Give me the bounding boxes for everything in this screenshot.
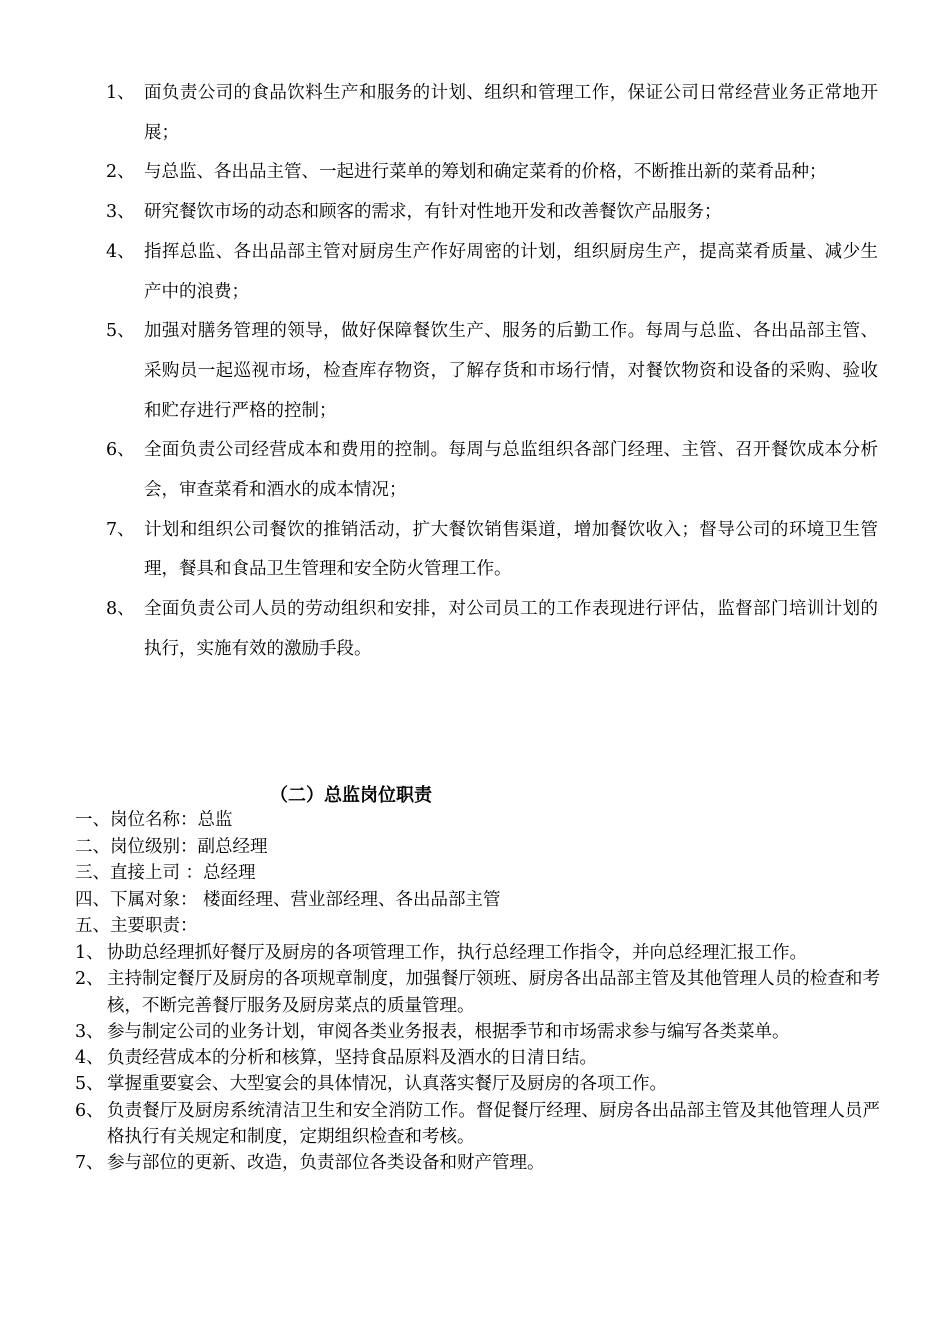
item-text: 指挥总监、各出品部主管对厨房生产作好周密的计划，组织厨房生产，提高菜肴质量、减少生产中的浪费；	[144, 241, 878, 302]
item-text: 掌握重要宴会、大型宴会的具体情况，认真落实餐厅及厨房的各项工作。	[107, 1074, 667, 1095]
item-number: 2、	[75, 969, 104, 990]
item-text: 面负责公司的食品饮料生产和服务的计划、组织和管理工作，保证公司日常经营业务正常地开展；	[144, 83, 878, 143]
item-text: 主持制定餐厅及厨房的各项规章制度，加强餐厅领班、厨房各出品部主管及其他管理人员的检查和考核，不断完善餐厅服务及厨房菜点的质量管理。	[107, 969, 880, 1016]
item-number: 5、	[75, 1074, 104, 1095]
item-number: 8、	[106, 599, 135, 620]
section-title: （二）总监岗位职责	[270, 785, 432, 806]
list-item	[75, 1019, 880, 1045]
list-item	[106, 590, 878, 669]
item-number: 4、	[106, 241, 135, 262]
list-item	[106, 193, 878, 233]
list-item	[106, 431, 878, 510]
item-number: 3、	[106, 202, 135, 223]
item-text: 研究餐饮市场的动态和顾客的需求，有针对性地开发和改善餐饮产品服务；	[144, 202, 722, 223]
item-number: 6、	[75, 1100, 104, 1121]
item-number: 1、	[106, 83, 135, 103]
info-line-position-name: 一、岗位名称：总监	[75, 810, 233, 830]
position-info	[75, 807, 880, 940]
list-item	[75, 966, 880, 1019]
item-number: 1、	[75, 943, 104, 963]
item-text: 参与制定公司的业务计划，审阅各类业务报表，根据季节和市场需求参与编写各类菜单。	[107, 1021, 790, 1042]
item-number: 7、	[106, 519, 135, 540]
list-item	[75, 1098, 880, 1151]
item-text: 计划和组织公司餐饮的推销活动，扩大餐饮销售渠道，增加餐饮收入；督导公司的环境卫生管理，餐具和食品卫生管理和安全防火管理工作。	[144, 519, 878, 580]
info-line-position-level: 二、岗位级别：副总经理	[75, 836, 268, 857]
item-number: 5、	[106, 321, 135, 342]
item-number: 6、	[106, 440, 135, 461]
list-item	[75, 940, 880, 966]
list-item	[75, 1071, 880, 1097]
info-line-subordinates: 四、下属对象： 楼面经理、营业部经理、各出品部主管	[75, 889, 501, 910]
item-text: 负责餐厅及厨房系统清洁卫生和安全消防工作。督促餐厅经理、厨房各出品部主管及其他管理人员严格执行有关规定和制度，定期组织检查和考核。	[107, 1100, 880, 1148]
item-text: 参与部位的更新、改造，负责部位各类设备和财产管理。	[107, 1153, 545, 1174]
item-number: 2、	[106, 162, 135, 183]
item-text: 全面负责公司经营成本和费用的控制。每周与总监组织各部门经理、主管、召开餐饮成本分析会，审查菜肴和酒水的成本情况；	[144, 440, 878, 501]
list-item	[106, 233, 878, 312]
info-line-main-duties: 五、主要职责：	[75, 916, 198, 937]
item-text: 全面负责公司人员的劳动组织和安排，对公司员工的工作表现进行评估，监督部门培训计划的执行，实施有效的激励手段。	[144, 599, 878, 659]
info-line-direct-supervisor: 三、直接上司 ：总经理	[75, 863, 256, 884]
item-number: 4、	[75, 1048, 104, 1069]
list-item	[106, 153, 878, 193]
list-item	[75, 1150, 880, 1176]
list-item	[106, 511, 878, 590]
list-item	[106, 312, 878, 431]
item-text: 协助总经理抓好餐厅及厨房的各项管理工作，执行总经理工作指令，并向总经理汇报工作。	[107, 943, 807, 963]
list-item	[75, 1045, 880, 1071]
item-text: 负责经营成本的分析和核算，坚持食品原料及酒水的日清日结。	[107, 1048, 597, 1069]
responsibilities-list	[106, 74, 878, 670]
duties-list	[75, 940, 880, 1177]
item-text: 加强对膳务管理的领导，做好保障餐饮生产、服务的后勤工作。每周与总监、各出品部主管、采购员一起巡视市场，检查库存物资，了解存货和市场行情，对餐饮物资和设备的采购、验收和贮存进行严格的控制；	[144, 321, 878, 421]
item-number: 3、	[75, 1021, 104, 1042]
item-number: 7、	[75, 1153, 104, 1174]
list-item	[106, 74, 878, 153]
item-text: 与总监、各出品主管、一起进行菜单的筹划和确定菜肴的价格，不断推出新的菜肴品种；	[144, 162, 827, 183]
